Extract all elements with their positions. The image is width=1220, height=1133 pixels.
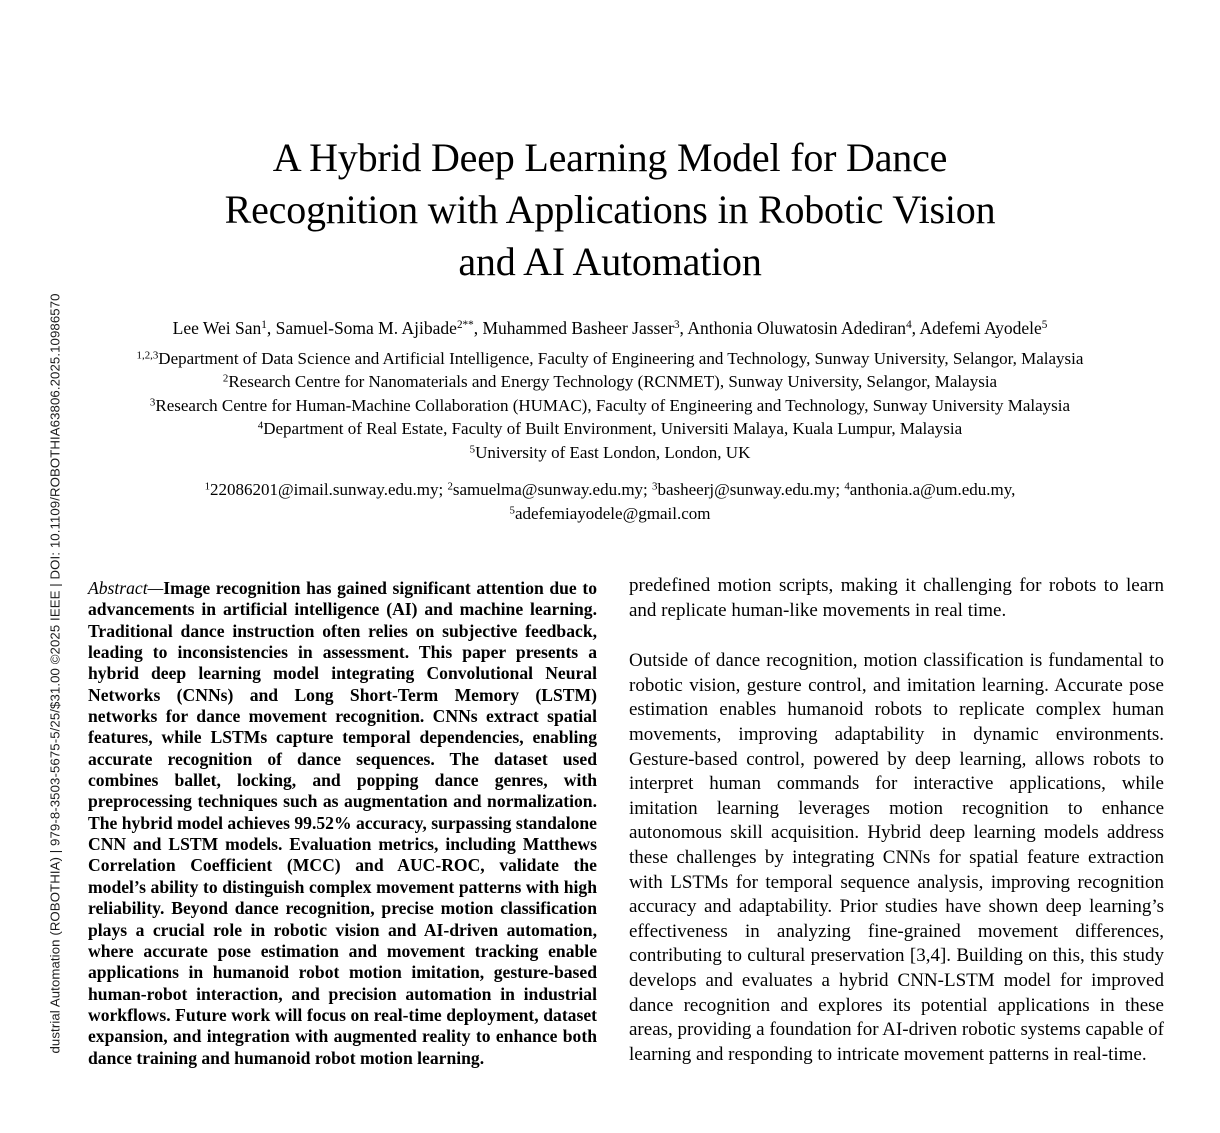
email-marker: 3: [652, 480, 658, 493]
email-address[interactable]: basheerj@sunway.edu.my;: [657, 480, 845, 499]
affiliation-line: [80, 347, 1140, 370]
author-affiliation-marker: 2**: [456, 319, 474, 332]
author-name: Lee Wei San: [172, 318, 262, 338]
author-affiliation-marker: 5: [1041, 319, 1048, 332]
affiliation-text: Department of Data Science and Artificial Intelligence, Faculty of Engineering and Technology, Sunway University, Selangor, Malaysia: [158, 349, 1084, 368]
abstract-text: Image recognition has gained significant attention due to advancements in artificial intelligence (AI) and machine learning. Traditional dance instruction often relies on subjective feedback, leading to inconsistencies in assessment. This paper presents a hybrid deep learning model integrating Convolutional Neural Networks (CNNs) and Long Short-Term Memory (LSTM) networks for dance movement recognition. CNNs extract spatial features, while LSTMs capture temporal dependencies, enabling accurate recognition of dance sequences. The dataset used combines ballet, locking, and popping dance genres, with preprocessing techniques such as augmentation and normalization. The hybrid model achieves 99.52% accuracy, surpassing standalone CNN and LSTM models. Evaluation metrics, including Matthews Correlation Coefficient (MCC) and AUC-ROC, validate the model’s ability to distinguish complex movement patterns with high reliability. Beyond dance recognition, precise motion classification plays a crucial role in robotic vision and AI-driven automation, where accurate pose estimation and movement tracking enable applications in humanoid robot motion imitation, gesture-based human-robot interaction, and precision automation in industrial workflows. Future work will focus on real-time deployment, dataset expansion, and integration with augmented reality to enhance both dance training and humanoid robot motion learning.: [88, 578, 597, 1068]
ieee-copyright-text: dustrial Automation (ROBOTHIA) | 979-8-3503-5675-5/25/$31.00 ©2025 IEEE | DOI: 10.1109/ROBOTHIA63806.2025.10986570: [47, 293, 63, 1054]
email-address[interactable]: adefemiayodele@gmail.com: [514, 503, 711, 523]
affiliation-marker: 1,2,3: [136, 349, 159, 362]
email-line-1: [120, 478, 1100, 502]
affiliation-line: [80, 394, 1140, 417]
affiliation-text: Research Centre for Nanomaterials and Energy Technology (RCNMET), Sunway University, Selangor, Malaysia: [228, 372, 998, 392]
title-block: [160, 132, 1060, 288]
author-name: Samuel-Soma M. Ajibade: [275, 318, 457, 338]
author-name: Muhammed Basheer Jasser: [482, 318, 674, 338]
email-block: [120, 478, 1100, 525]
title-line-2: Recognition with Applications in Robotic Vision: [224, 187, 996, 232]
author-list: Lee Wei San$^1$, Samuel-Soma M. Ajibade$^{2**}$, Muhammed Basheer Jasser$^3$, Anthonia Oluwatosin Adediran$^4$, Adefemi Ayodele$^5$: [172, 318, 1048, 338]
email-line-2: [120, 502, 1100, 526]
body-paragraph: Outside of dance recognition, motion classification is fundamental to robotic vision, gesture control, and imitation learning. Accurate pose estimation enables humanoid robots to replicate complex human movements, improving adaptability in dynamic environments. Gesture-based control, powered by deep learning, allows robots to interpret human commands for interactive applications, while imitation learning leverages motion recognition to enhance autonomous skill acquisition. Hybrid deep learning models address these challenges by integrating CNNs for spatial feature extraction with LSTMs for temporal sequence analysis, improving recognition accuracy and adaptability. Prior studies have shown deep learning’s effectiveness in analyzing fine-grained movement differences, contributing to cultural preservation [3,4]. Building on this, this study develops and evaluates a hybrid CNN-LSTM model for improved dance recognition and explores its potential applications in these areas, providing a foundation for AI-driven robotic systems capable of learning and responding to intricate movement patterns in real-time.: [629, 650, 1165, 1065]
abstract-label: Abstract: [88, 578, 148, 598]
author-affiliation-marker: 1: [261, 319, 267, 332]
affiliation-text: Department of Real Estate, Faculty of Built Environment, Universiti Malaya, Kuala Lumpur, Malaysia: [263, 419, 963, 439]
affiliation-text: Research Centre for Human-Machine Collaboration (HUMAC), Faculty of Engineering and Technology, Sunway University Malaysia: [155, 395, 1071, 415]
affiliation-line: [80, 417, 1140, 440]
affiliation-list: [80, 347, 1140, 464]
affiliation-marker: 5: [469, 442, 476, 455]
right-column: [629, 574, 1164, 1067]
affiliation-line: [80, 441, 1140, 464]
title-line-1: A Hybrid Deep Learning Model for Dance: [272, 135, 948, 180]
title-line-3: and AI Automation: [458, 239, 762, 284]
affiliation-line: [80, 370, 1140, 393]
affiliation-text: University of East London, London, UK: [475, 442, 751, 462]
email-marker: 2: [447, 480, 453, 493]
author-name: Anthonia Oluwatosin Adediran: [687, 318, 907, 338]
email-marker: 4: [844, 480, 850, 493]
authors-block: [80, 316, 1140, 464]
author-affiliation-marker: 3: [673, 319, 680, 332]
email-address[interactable]: anthonia.a@um.edu.my,: [849, 480, 1016, 499]
email-marker: 5: [509, 503, 515, 516]
affiliation-marker: 3: [149, 396, 156, 409]
abstract-paragraph: [88, 578, 597, 1069]
email-address[interactable]: samuelma@sunway.edu.my;: [452, 480, 653, 499]
page-title: [160, 132, 1060, 288]
affiliation-marker: 2: [222, 372, 229, 385]
email-address[interactable]: 22086201@imail.sunway.edu.my;: [210, 480, 448, 499]
author-affiliation-marker: 4: [906, 319, 912, 332]
left-column: [88, 578, 597, 1069]
author-name: Adefemi Ayodele: [919, 318, 1042, 338]
abstract-dash: —: [147, 578, 164, 598]
ieee-copyright-strip: [0, 0, 63, 1133]
affiliation-marker: 4: [257, 419, 264, 432]
email-marker: 1: [204, 480, 211, 493]
body-paragraph: predefined motion scripts, making it challenging for robots to learn and replicate human-like movements in real time.: [629, 575, 1164, 621]
